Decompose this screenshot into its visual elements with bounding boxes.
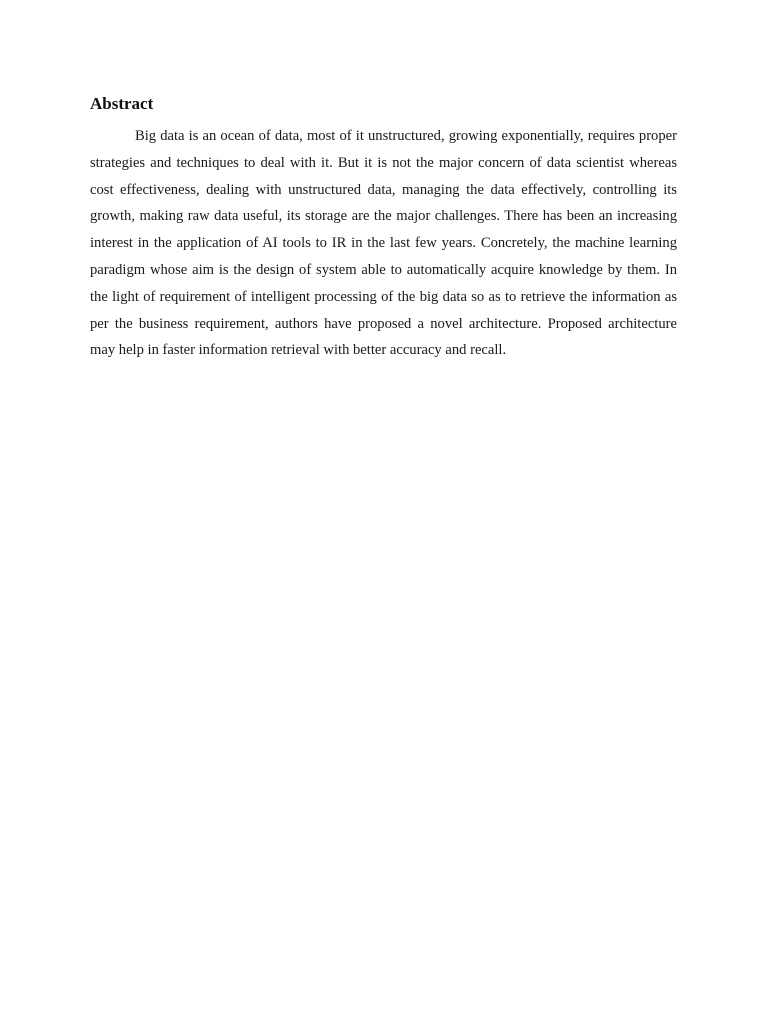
abstract-heading: Abstract <box>90 94 154 113</box>
abstract-paragraph: Big data is an ocean of data, most of it unstructured, growing exponentially, requires proper strategies and techniques to deal with it. But it is not the major concern of data scientist whereas cost effectiveness, dealing with unstructured data, managing the data effectively, controlling its growth, making raw data useful, its storage are the major challenges. There has been an increasing interest in the application of AI tools to IR in the last few years. Concretely, the machine learning paradigm whose aim is the design of system able to automatically acquire knowledge by them. In the light of requirement of intelligent processing of the big data so as to retrieve the information as per the business requirement, authors have proposed a novel architecture. Proposed architecture may help in faster information retrieval with better accuracy and recall. <box>90 128 677 359</box>
abstract-section <box>90 90 677 364</box>
